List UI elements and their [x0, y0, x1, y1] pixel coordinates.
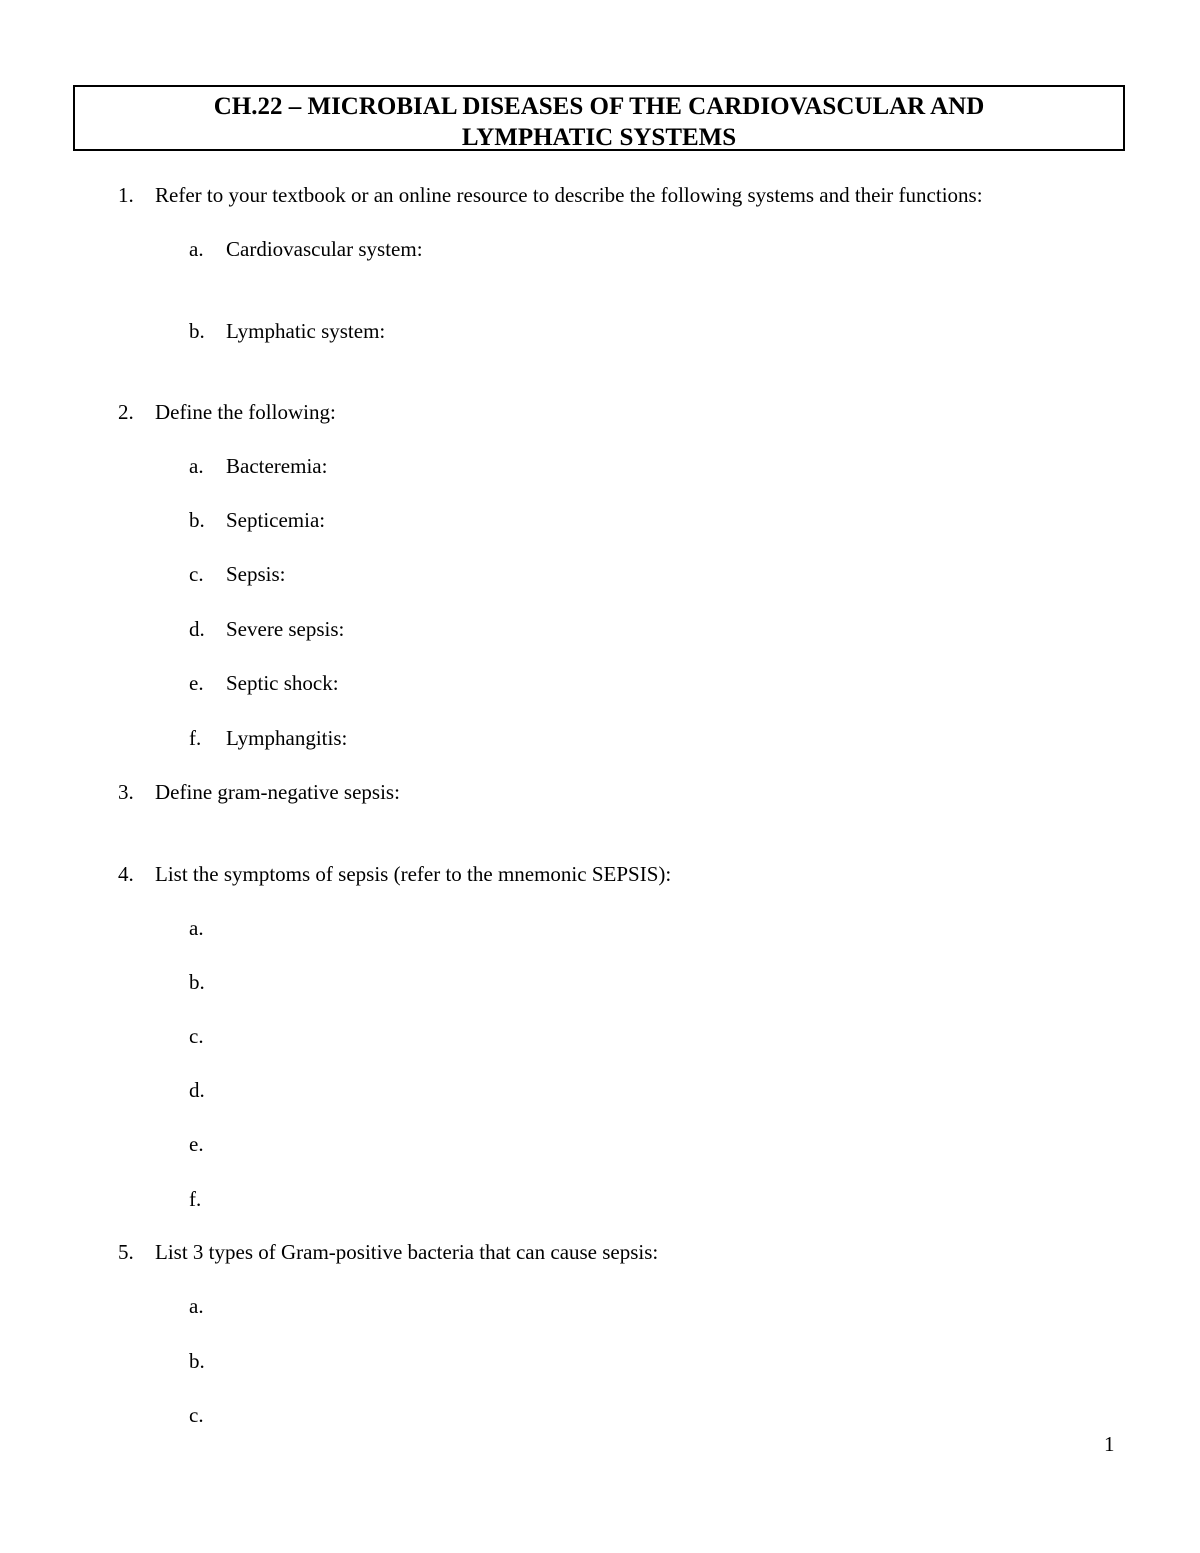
item-letter: c.	[189, 1403, 204, 1427]
item-letter: b.	[189, 508, 205, 532]
item-text: Lymphatic system:	[226, 319, 386, 343]
item-letter: b.	[189, 319, 205, 343]
item-text: Cardiovascular system:	[226, 237, 423, 261]
page-title	[73, 85, 1125, 151]
item-text: Lymphangitis:	[226, 726, 348, 750]
item-letter: a.	[189, 1294, 204, 1318]
item-letter: c.	[189, 562, 204, 586]
question-text: List 3 types of Gram-positive bacteria that can cause sepsis:	[155, 1240, 659, 1264]
question-number: 2.	[118, 400, 134, 424]
item-letter: d.	[189, 617, 205, 641]
question-text: Define gram-negative sepsis:	[155, 780, 400, 804]
item-text: Septicemia:	[226, 508, 326, 532]
item-text: Sepsis:	[226, 562, 286, 586]
item-letter: a.	[189, 454, 204, 478]
item-letter: f.	[189, 1187, 202, 1211]
item-letter: e.	[189, 1132, 204, 1156]
question-number: 3.	[118, 780, 134, 804]
item-letter: a.	[189, 237, 204, 261]
item-letter: b.	[189, 1349, 205, 1373]
item-letter: b.	[189, 970, 205, 994]
question-text: Refer to your textbook or an online resource to describe the following systems and their functions:	[155, 183, 983, 207]
item-text: Septic shock:	[226, 671, 339, 695]
page-number: 1	[1104, 1432, 1115, 1456]
question-text: List the symptoms of sepsis (refer to the mnemonic SEPSIS):	[155, 862, 672, 886]
question-number: 4.	[118, 862, 134, 886]
question-number: 5.	[118, 1240, 134, 1264]
title-line-2: LYMPHATIC SYSTEMS	[461, 124, 737, 151]
question-number: 1.	[118, 183, 134, 207]
item-letter: e.	[189, 671, 204, 695]
title-line-1: CH.22 – MICROBIAL DISEASES OF THE CARDIOVASCULAR AND	[213, 93, 985, 120]
item-letter: a.	[189, 916, 204, 940]
item-letter: c.	[189, 1024, 204, 1048]
item-letter: d.	[189, 1078, 205, 1102]
item-text: Bacteremia:	[226, 454, 328, 478]
item-letter: f.	[189, 726, 202, 750]
item-text: Severe sepsis:	[226, 617, 345, 641]
question-text: Define the following:	[155, 400, 336, 424]
